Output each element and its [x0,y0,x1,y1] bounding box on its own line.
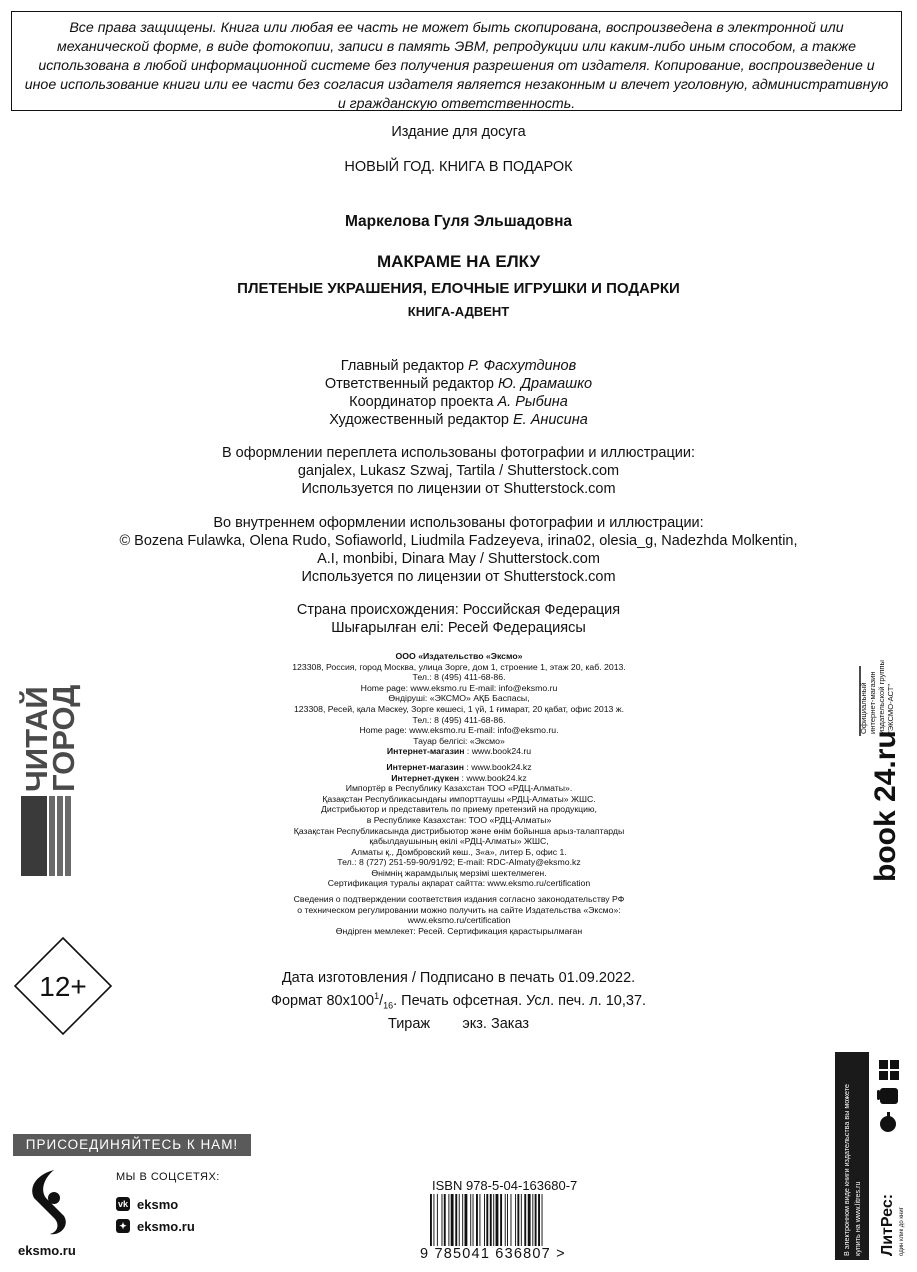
certification-line: www.eksmo.ru/certification [407,915,511,926]
certification-line: Өндірген мемлекет: Ресей. Сертификация қарастырылмаған [335,925,583,936]
cover-photos-line: В оформлении переплета использованы фотографии и иллюстрации: [221,445,695,461]
credits-block [0,357,917,429]
publisher-line: Тауар белгісі: «Эксмо» [413,735,505,746]
book-title: МАКРАМЕ НА ЕЛКУ [376,252,541,271]
publisher-line [200,762,718,773]
credit-role: Художественный редактор [329,412,509,428]
shop-label: Интернет-магазин [386,746,465,757]
eksmo-logo-icon [24,1166,72,1238]
shop-url: : www.book24.ru [464,746,532,757]
book-subtitle-advent: КНИГА-АДВЕНТ [407,304,510,319]
chitai-gorod-logo [18,668,81,878]
publisher-line: Home page: www.eksmo.ru E-mail: info@eksmo.ru [360,682,558,693]
social-link-vk[interactable] [116,1196,178,1212]
publisher-line: Өндіруші: «ЭКСМО» АҚБ Баспасы, [388,693,530,704]
publisher-line: Сертификация туралы ақпарат сайтта: www.eksmo.ru/certification [327,878,591,889]
publisher-line [200,773,718,784]
publisher-line: ООО «Издательство «Эксмо» [395,651,523,661]
origin-block [0,601,917,637]
vk-icon: vk [117,1199,128,1209]
copyright-notice [11,11,902,111]
apple-icon [880,1112,896,1132]
publisher-line: Импортёр в Республику Казахстан ТОО «РДЦ-Алматы». [345,783,573,794]
copyright-line: иное использование книги или ее части без согласия издателя является незаконным и влечет уголовную, административную [24,77,889,93]
copyright-line: механической форме, в виде фотокопии, записи в память ЭВМ, репродукции или каким-либо иным способом, а также [57,39,856,55]
format-numerator: 1 [374,991,380,1001]
print-format: Формат $80x100^1/_{16}$. Печать офсетная. Усл. печ. л. 10,37. [270,991,647,1011]
certification-line: о техническом регулировании можно получить на сайте Издательства «Эксмо»: [297,904,621,915]
litres-brand: ЛитРес: [879,1193,896,1256]
credit-name: Е. Анисина [512,412,588,428]
book24-tagline: "ЭКСМО-АСТ" [886,683,895,734]
social-title: МЫ В СОЦСЕТЯХ: [116,1171,220,1183]
credit-name: Ю. Драмашко [497,376,593,392]
social-label: eksmo [137,1196,179,1212]
age-rating [13,936,113,1036]
join-us-banner: ПРИСОЕДИНЯЙТЕСЬ К НАМ! [13,1134,251,1156]
age-rating-label: 12+ [39,971,87,1002]
windows-icon [879,1060,899,1080]
gorod-word: ГОРОД [46,684,81,792]
format-prefix: Формат 80x100 [270,992,375,1009]
credit-line [0,375,917,393]
litres-dark-strip [835,1052,869,1260]
barcode-digits: 9 785041 636807 > [420,1246,566,1262]
credit-role: Ответственный редактор [324,376,494,392]
credit-line [0,393,917,411]
publisher-line: Тел.: 8 (495) 411-68-86. [412,714,506,725]
publisher-line: Home page: www.eksmo.ru E-mail: info@eksmo.ru. [359,725,559,736]
certification-line: Сведения о подтверждении соответствия издания согласно законодательству РФ [293,894,625,905]
copyright-line: Все права защищены. Книга или любая ее часть не может быть скопирована, воспроизведена в электронной или [69,20,844,36]
publisher-line: қабылдаушының өкілі «РДЦ-Алматы» ЖШС, [369,836,549,847]
publisher-info [200,651,718,936]
copyright-line: использована в любой информационной системе без получения разрешения от издателя. Копирование, воспроизведение и [38,58,875,74]
print-info [0,969,917,1033]
publisher-line: Тел.: 8 (727) 251-59-90/91/92; E-mail: RDC-Almaty@eksmo.kz [337,857,581,868]
cover-photos-line: ganjalex, Lukasz Szwaj, Tartila / Shutterstock.com [297,463,620,479]
shop-label: Интернет-дүкен [391,772,460,783]
chitai-word: ЧИТАЙ [19,686,54,792]
isbn: ISBN 978-5-04-163680-7 [432,1178,578,1193]
social-link-eksmo[interactable] [116,1218,195,1234]
shop-label: Интернет-магазин [386,761,464,772]
litres-text: купить на www.litres.ru [853,1181,862,1256]
book24-wordmark: book 24.ru [869,730,902,882]
author-name: Маркелова Гуля Эльшадовна [344,213,573,230]
edition-type: Издание для досуга [391,124,526,140]
publisher-line: Алматы қ., Домбровский көш., 3«а», литер Б, офис 1. [351,846,567,857]
credit-role: Координатор проекта [349,394,494,410]
book24-tagline: интернет-магазин [868,671,877,734]
publisher-line: Қазақстан Республикасындағы импорттаушы «РДЦ-Алматы» ЖШС. [322,793,596,804]
publisher-line: 123308, Россия, город Москва, улица Зорге, дом 1, строение 1, этаж 20, каб. 2013. [292,661,626,672]
publisher-line: 123308, Ресей, қала Мәскеу, Зорге көшесі, 1 үй, 1 ғимарат, 20 қабат, офис 2013 ж. [293,703,625,714]
credit-name: А. Рыбина [497,394,568,410]
shop-url: : www.book24.kz [459,772,527,783]
chitai-gorod-mark-icon [21,796,71,876]
eksmo-url[interactable]: eksmo.ru [18,1243,76,1258]
cover-photos-block [0,444,917,498]
litres-text: В электронном виде книги издательства вы можете [842,1084,851,1256]
origin-line: Шығарылған елі: Ресей Федерациясы [331,620,586,636]
book24-tagline: Официальный [859,682,868,734]
copyright-line: и гражданскую ответственность. [337,96,576,112]
book24-logo [826,662,906,884]
cover-photos-line: Используется по лицензии от Shutterstock.com [301,481,616,497]
inner-photos-line: A.I, monbibi, Dinara May / Shutterstock.com [317,551,600,567]
credit-name: Р. Фасхутдинов [468,358,577,374]
book-subtitle: ПЛЕТЕНЫЕ УКРАШЕНИЯ, ЕЛОЧНЫЕ ИГРУШКИ И ПОДАРКИ [237,280,680,297]
book24-tagline: издательской группы [877,660,886,734]
print-date: Дата изготовления / Подписано в печать 01.09.2022. [281,970,636,986]
credit-line [0,411,917,429]
inner-photos-line: © Bozena Fulawka, Olena Rudo, Sofiaworld, Liudmila Fadzeyeva, irina02, olesia_g, Nadezhda Molkentin, [119,533,798,549]
barcode [428,1194,586,1246]
inner-photos-line: Во внутреннем оформлении использованы фотографии и иллюстрации: [213,515,704,531]
publisher-line: в Республике Казахстан: ТОО «РДЦ-Алматы» [366,814,552,825]
format-denominator: 16 [383,1000,394,1011]
circulation: Тираж экз. Заказ [387,1015,530,1032]
series-name: НОВЫЙ ГОД. КНИГА В ПОДАРОК [344,159,573,175]
format-suffix: . Печать офсетная. Усл. печ. л. 10,37. [393,992,647,1009]
shop-url: : www.book24.kz [464,761,532,772]
litres-slogan: один клик до книг [899,1207,905,1256]
inner-photos-line: Используется по лицензии от Shutterstock.com [301,569,616,585]
credit-role: Главный редактор [340,358,465,374]
publisher-line: Өнімнің жарамдылық мерзімі шектелмеген. [371,867,547,878]
social-label: eksmo.ru [137,1218,195,1234]
publisher-line: Тел.: 8 (495) 411-68-86. [412,672,506,683]
publisher-line: Қазақстан Республикасында дистрибьютор және өнім бойынша арыз-талаптарды [293,825,625,836]
credit-line [0,357,917,375]
publisher-line: Дистрибьютор и представитель по приему претензий на продукцию, [321,804,597,815]
publisher-line [200,746,718,757]
litres-block [835,1052,907,1260]
origin-line: Страна происхождения: Российская Федерация [296,602,621,618]
android-icon [877,1088,898,1104]
inner-photos-block [0,514,917,586]
eksmo-icon: ✦ [116,1219,130,1233]
barcode-bars [428,1194,586,1246]
